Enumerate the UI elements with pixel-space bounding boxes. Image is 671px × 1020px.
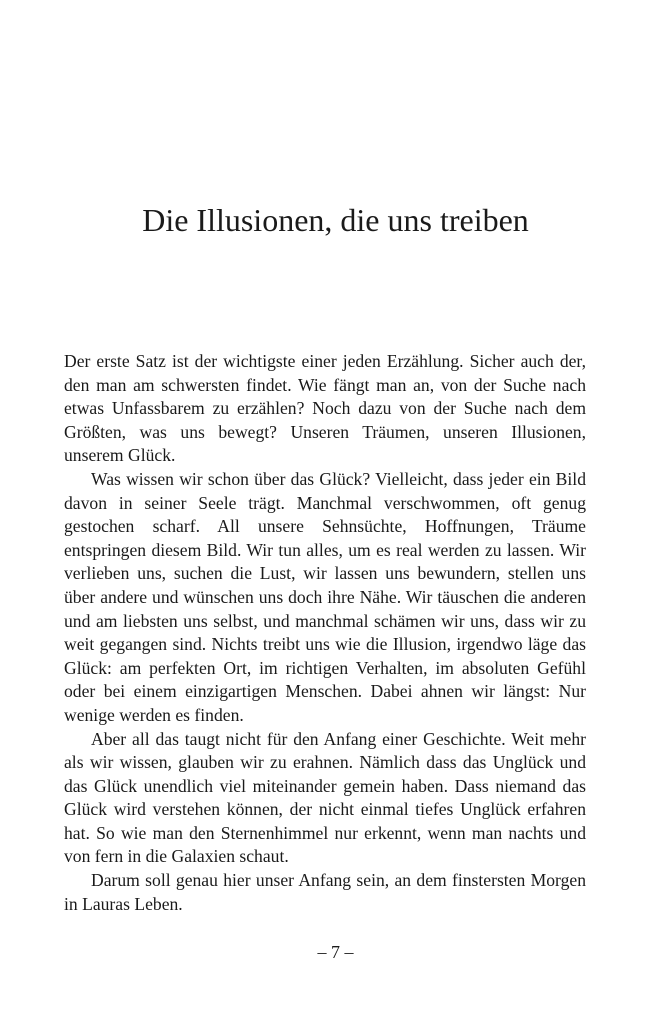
chapter-title: Die Illusionen, die uns treiben (142, 202, 529, 238)
page-number: – 7 – (317, 942, 354, 962)
paragraph-1: Der erste Satz ist der wichtigste einer jeden Erzählung. Sicher auch der, den man am schwersten findet. Wie fängt man an, von der Suche nach etwas Unfassbarem zu erzählen? Noch dazu von der Suche nach dem Größten, was uns bewegt? Unseren Träumen, unseren Illusionen, unserem Glück. (64, 351, 586, 466)
paragraph-4: Darum soll genau hier unser Anfang sein, an dem finstersten Morgen in Lauras Leben. (64, 870, 586, 914)
paragraph-2: Was wissen wir schon über das Glück? Vielleicht, dass jeder ein Bild davon in seiner Seele trägt. Manchmal verschwommen, oft genug gestochen scharf. All unsere Sehnsüchte, Hoffnungen, Träume entspringen diesem Bild. Wir tun alles, um es real werden zu lassen. Wir verlieben uns, suchen die Lust, wir lassen uns bewundern, stellen uns über andere und wünschen uns doch ihre Nähe. Wir täuschen die anderen und am liebsten uns selbst, und manchmal schämen wir uns, dass wir zu weit gegangen sind. Nichts treibt uns wie die Illusion, irgendwo läge das Glück: am perfekten Ort, im richtigen Verhalten, im absoluten Gefühl oder bei einem einzigartigen Menschen. Dabei ahnen wir längst: Nur wenige werden es finden. (64, 468, 586, 725)
chapter-body (64, 350, 586, 916)
paragraph-3: Aber all das taugt nicht für den Anfang einer Geschichte. Weit mehr als wir wissen, glauben wir zu erahnen. Nämlich dass das Unglück und das Glück unendlich viel miteinander gemein haben. Dass niemand das Glück wird verstehen können, der nicht einmal tiefes Unglück erfahren hat. So wie man den Sternenhimmel nur erkennt, wenn man nachts und von fern in die Galaxien schaut. (64, 728, 586, 867)
